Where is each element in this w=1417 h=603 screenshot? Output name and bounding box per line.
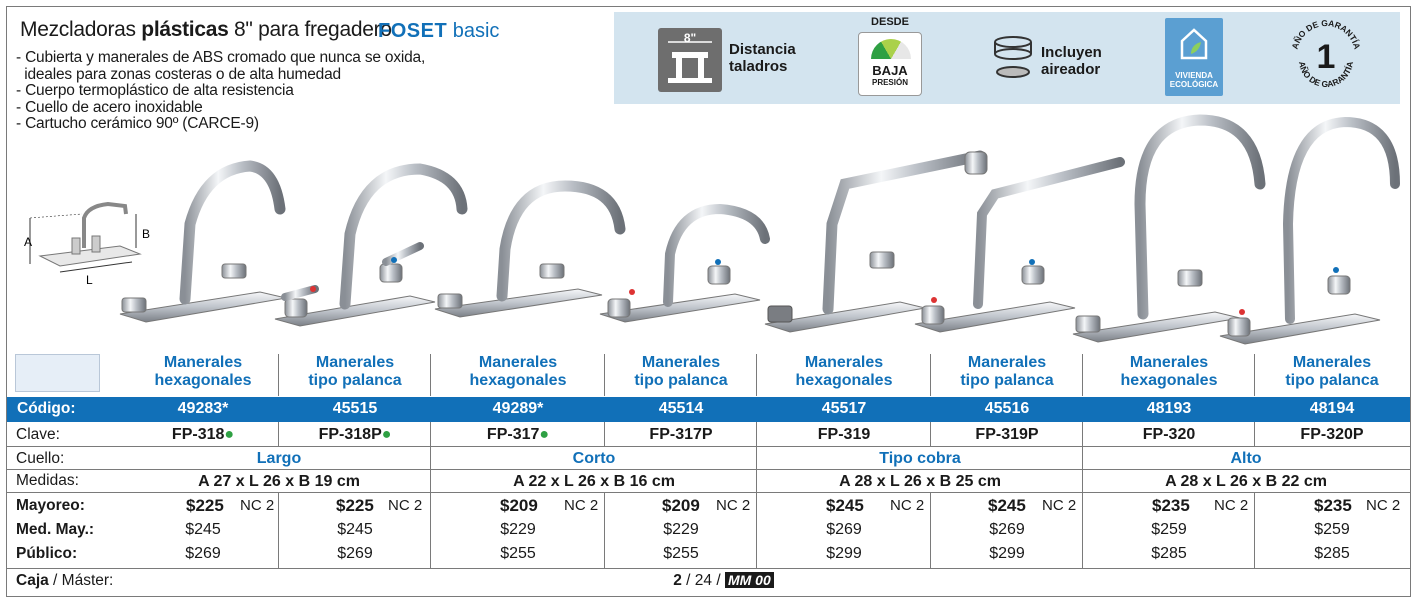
clave-cell: FP-317● (486, 426, 550, 443)
row-label-mayoreo: Mayoreo: (16, 497, 85, 514)
eco-dot-icon: ● (381, 426, 392, 443)
col-divider (604, 354, 605, 396)
row-label-publico: Público: (16, 545, 78, 562)
col-divider (756, 354, 757, 396)
retail-price: $299 (989, 545, 1025, 562)
nc-label: NC 2 (1214, 497, 1249, 514)
wholesale-price: $245 (988, 496, 1026, 515)
nc-label: NC 2 (716, 497, 751, 514)
clave-cell: FP-320 (1142, 426, 1196, 443)
row-divider (7, 469, 1410, 470)
svg-text:AÑO DE GARANTÍA: AÑO DE GARANTÍA (1289, 17, 1363, 51)
neck-type: Largo (256, 450, 302, 467)
product-code: 48193 (1146, 400, 1192, 417)
nc-label: NC 2 (240, 497, 275, 514)
nc-label: NC 2 (1042, 497, 1077, 514)
page-title: Mezcladoras plásticas 8" para fregadero (20, 18, 392, 41)
col-divider (278, 354, 279, 396)
neck-type: Alto (1230, 450, 1262, 467)
col-divider (1082, 354, 1083, 396)
product-code: 49283* (177, 400, 229, 417)
col-divider (930, 354, 931, 396)
eco-dot-icon: ● (224, 426, 235, 443)
clave-cell: FP-319P (975, 426, 1039, 443)
code-row: Código: 49283* 45515 49289* 45514 45517 45516 48193 48194 (7, 397, 1410, 422)
gauge-icon (871, 39, 911, 59)
measurements: A 27 x L 26 x B 19 cm (198, 473, 360, 490)
col-divider (430, 354, 431, 396)
col-divider (604, 492, 605, 568)
clave-cell: FP-318P● (318, 426, 392, 443)
wholesale-price: $209 (662, 496, 700, 515)
col-divider (604, 422, 605, 446)
drill-distance-label: Distancia taladros (729, 41, 796, 75)
svg-text:1: 1 (1316, 38, 1336, 76)
product-code: 45514 (658, 400, 704, 417)
clave-cell: FP-320P (1300, 426, 1364, 443)
mid-wholesale-price: $245 (337, 521, 373, 538)
neck-type: Tipo cobra (879, 450, 961, 467)
retail-price: $285 (1314, 545, 1350, 562)
col-divider (930, 492, 931, 568)
wholesale-price: $225 (336, 496, 374, 515)
aerator-label: Incluyen aireador (1041, 44, 1102, 78)
feature-item: ideales para zonas costeras o de alta humedad (16, 65, 341, 83)
brand-logo: FOSET basic (378, 20, 500, 42)
feature-item: - Cuello de acero inoxidable (16, 98, 203, 116)
mid-wholesale-price: $259 (1151, 521, 1187, 538)
row-label-caja: Caja / Máster: (16, 572, 114, 589)
faucet-fp320p (1220, 122, 1395, 344)
product-package-image (15, 354, 100, 392)
column-header: Manerales tipo palanca (1285, 354, 1379, 389)
row-divider (7, 446, 1410, 447)
column-header: Manerales hexagonales (1120, 354, 1218, 389)
box-master-value: 2 / 24 / MM 00 (0, 572, 1417, 590)
column-header: Manerales hexagonales (469, 354, 567, 389)
svg-text:A: A (24, 235, 33, 249)
col-divider (756, 422, 757, 568)
col-divider (430, 422, 431, 568)
warranty-seal-icon (1287, 16, 1365, 94)
product-code: 45517 (821, 400, 867, 417)
retail-price: $269 (337, 545, 373, 562)
mid-wholesale-price: $269 (989, 521, 1025, 538)
product-code: 48194 (1309, 400, 1355, 417)
col-divider (1254, 492, 1255, 568)
col-divider (278, 492, 279, 568)
wholesale-price: $225 (186, 496, 224, 515)
mid-wholesale-price: $259 (1314, 521, 1350, 538)
mid-wholesale-price: $229 (500, 521, 536, 538)
row-label-medidas: Medidas: (16, 472, 79, 489)
wholesale-price: $235 (1314, 496, 1352, 515)
faucet-fp320 (1073, 120, 1260, 342)
column-header: Manerales hexagonales (795, 354, 893, 389)
row-divider (7, 492, 1410, 493)
faucet-photos (110, 114, 1400, 354)
faucet-fp318p (275, 169, 462, 326)
row-label-med-may: Med. May.: (16, 521, 95, 538)
feature-item: - Cubierta y manerales de ABS cromado que nunca se oxida, (16, 49, 426, 66)
measurements: A 22 x L 26 x B 16 cm (513, 473, 675, 490)
column-header: Manerales tipo palanca (308, 354, 402, 389)
low-pressure-badge: DESDE BAJA PRESIÓN (858, 16, 922, 96)
nc-label: NC 2 (388, 497, 423, 514)
faucet-fp319p (915, 162, 1120, 332)
nc-label: NC 2 (1366, 497, 1401, 514)
col-divider (1254, 354, 1255, 396)
nc-label: NC 2 (564, 497, 599, 514)
mid-wholesale-price: $269 (826, 521, 862, 538)
wholesale-price: $209 (500, 496, 538, 515)
mid-wholesale-price: $245 (185, 521, 221, 538)
clave-cell: FP-318● (171, 426, 235, 443)
drill-distance-icon: 8" (658, 28, 722, 92)
col-divider (1082, 422, 1083, 568)
col-divider (278, 422, 279, 446)
col-divider (930, 422, 931, 446)
retail-price: $269 (185, 545, 221, 562)
product-code: 45515 (332, 400, 378, 417)
aerator-icon (990, 34, 1036, 84)
wholesale-price: $235 (1152, 496, 1190, 515)
svg-text:AÑO DE GARANTÍA: AÑO DE GARANTÍA (1296, 60, 1356, 90)
mid-wholesale-price: $229 (663, 521, 699, 538)
product-code: 45516 (984, 400, 1030, 417)
row-label-cuello: Cuello: (16, 450, 65, 467)
clave-cell: FP-317P (649, 426, 713, 443)
house-leaf-icon (1179, 26, 1209, 60)
faucet-fp318 (120, 166, 286, 322)
retail-price: $285 (1151, 545, 1187, 562)
col-divider (1254, 422, 1255, 446)
column-header: Manerales tipo palanca (634, 354, 728, 389)
row-divider (7, 568, 1410, 569)
faucet-fp319 (765, 152, 987, 332)
wholesale-price: $245 (826, 496, 864, 515)
column-header: Manerales tipo palanca (960, 354, 1054, 389)
product-code: 49289* (492, 400, 544, 417)
feature-item: - Cuerpo termoplástico de alta resistencia (16, 82, 294, 99)
measurements: A 28 x L 26 x B 22 cm (1165, 473, 1327, 490)
row-label-clave: Clave: (16, 426, 60, 443)
eco-housing-badge: VIVIENDA ECOLÓGICA (1165, 18, 1223, 96)
svg-text:L: L (86, 273, 93, 287)
svg-text:B: B (142, 227, 151, 241)
retail-price: $299 (826, 545, 862, 562)
feature-item: - Cartucho cerámico 90º (CARCE-9) (16, 115, 259, 132)
column-header: Manerales hexagonales (154, 354, 252, 389)
nc-label: NC 2 (890, 497, 925, 514)
clave-cell: FP-319 (817, 426, 871, 443)
eco-dot-icon: ● (539, 426, 550, 443)
retail-price: $255 (500, 545, 536, 562)
retail-price: $255 (663, 545, 699, 562)
neck-type: Corto (572, 450, 616, 467)
measurements: A 28 x L 26 x B 25 cm (839, 473, 1001, 490)
